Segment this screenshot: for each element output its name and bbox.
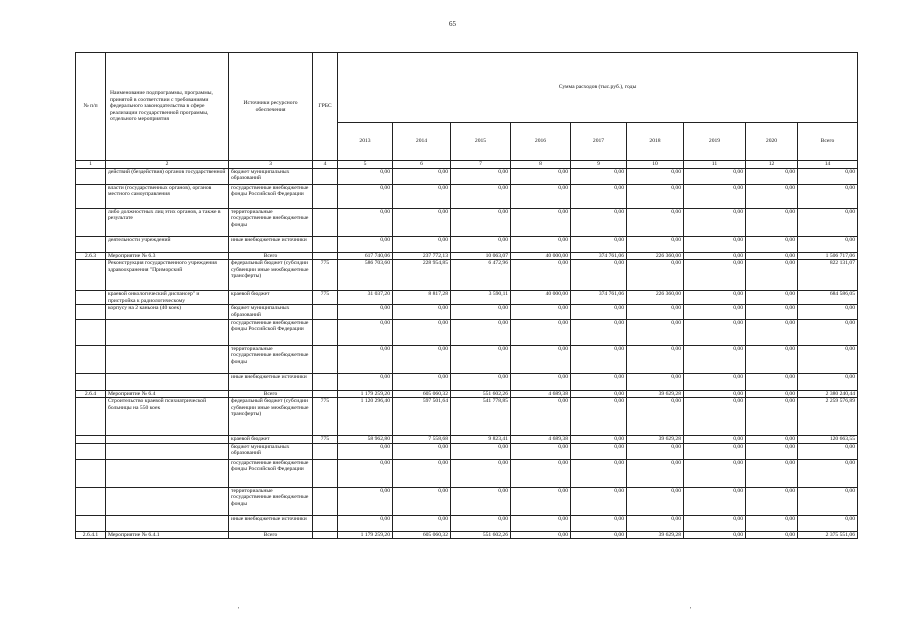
row-value-2014: 0,00 <box>393 515 451 531</box>
row-number <box>76 184 106 208</box>
row-value-2013: 0,00 <box>338 208 393 236</box>
column-number-8: 9 <box>571 161 627 169</box>
row-value-2019: 0,00 <box>684 398 746 436</box>
row-name: действий (бездействия) органов государственной <box>106 168 229 184</box>
row-number: 2.6.4 <box>76 390 106 398</box>
row-value-2013: 0,00 <box>338 305 393 319</box>
row-value-2019: 0,00 <box>684 184 746 208</box>
row-value-2013: 0,00 <box>338 168 393 184</box>
row-value-Всего: 0,00 <box>798 305 858 319</box>
row-grbs <box>313 443 338 459</box>
table-row <box>76 291 858 305</box>
row-value-2019: 0,00 <box>684 345 746 373</box>
row-value-2016: 0,00 <box>511 515 571 531</box>
row-name: Мероприятие № 6.4.1 <box>106 531 229 539</box>
row-value-2015: 0,00 <box>451 373 511 390</box>
row-number: 2.6.4.1 <box>76 531 106 539</box>
row-value-2014: 8 817,28 <box>393 291 451 305</box>
row-source: территориальные государственные внебюджетные фонды <box>229 345 313 373</box>
row-value-2017: 0,00 <box>571 531 627 539</box>
row-value-2020: 0,00 <box>746 487 798 515</box>
row-value-Всего: 2 259 576,89 <box>798 398 858 436</box>
row-value-2020: 0,00 <box>746 390 798 398</box>
row-number <box>76 443 106 459</box>
row-value-2013: 31 037,20 <box>338 291 393 305</box>
row-value-2016: 0,00 <box>511 305 571 319</box>
row-name <box>106 373 229 390</box>
row-name: краевой онкологический диспансер" и пристройка к радиологическому <box>106 291 229 305</box>
row-value-2013: 617 740,06 <box>338 252 393 260</box>
row-value-Всего: 822 131,07 <box>798 260 858 291</box>
row-value-2014: 0,00 <box>393 208 451 236</box>
row-value-2014: 0,00 <box>393 487 451 515</box>
row-number <box>76 319 106 345</box>
footer-mark-left: ' <box>238 606 240 614</box>
row-value-2019: 0,00 <box>684 305 746 319</box>
row-value-Всего: 0,00 <box>798 459 858 487</box>
row-name: Строительство краевой психиатрической больницы на 550 коек <box>106 398 229 436</box>
row-value-Всего: 0,00 <box>798 184 858 208</box>
row-value-2013: 0,00 <box>338 459 393 487</box>
row-value-2016: 0,00 <box>511 443 571 459</box>
row-value-2015: 551 602,26 <box>451 531 511 539</box>
row-value-2017: 0,00 <box>571 398 627 436</box>
row-value-2018: 0,00 <box>627 443 684 459</box>
header-col-source: Источники ресурсного обеспечения <box>229 53 313 161</box>
row-value-2015: 6 472,96 <box>451 260 511 291</box>
row-value-2020: 0,00 <box>746 345 798 373</box>
column-number-3: 4 <box>313 161 338 169</box>
header-year-6: 2019 <box>684 123 746 161</box>
row-value-2020: 0,00 <box>746 373 798 390</box>
row-value-2013: 0,00 <box>338 373 393 390</box>
row-number <box>76 208 106 236</box>
budget-table <box>75 52 858 539</box>
row-name <box>106 345 229 373</box>
row-source: иные внебюджетные источники <box>229 373 313 390</box>
column-number-0: 1 <box>76 161 106 169</box>
row-value-2018: 0,00 <box>627 515 684 531</box>
row-value-2020: 0,00 <box>746 260 798 291</box>
row-value-Всего: 0,00 <box>798 373 858 390</box>
table-row <box>76 398 858 436</box>
row-value-2013: 0,00 <box>338 236 393 252</box>
row-number: 2.6.3 <box>76 252 106 260</box>
row-name: Мероприятие № 6.4 <box>106 390 229 398</box>
row-value-2016: 0,00 <box>511 345 571 373</box>
row-value-2018: 0,00 <box>627 319 684 345</box>
row-value-2016: 4 689,38 <box>511 390 571 398</box>
row-value-2019: 0,00 <box>684 373 746 390</box>
row-source: государственные внебюджетные фонды Российской Федерации <box>229 459 313 487</box>
row-number <box>76 236 106 252</box>
row-source: краевой бюджет <box>229 291 313 305</box>
row-value-2020: 0,00 <box>746 515 798 531</box>
row-value-2017: 0,00 <box>571 443 627 459</box>
row-value-Всего: 0,00 <box>798 487 858 515</box>
row-grbs <box>313 373 338 390</box>
row-value-2018: 0,00 <box>627 208 684 236</box>
row-value-2015: 0,00 <box>451 459 511 487</box>
row-value-2016: 0,00 <box>511 260 571 291</box>
row-grbs <box>313 459 338 487</box>
column-number-6: 7 <box>451 161 511 169</box>
row-value-2014: 7 558,68 <box>393 436 451 444</box>
row-value-2017: 0,00 <box>571 208 627 236</box>
row-value-2014: 597 501,64 <box>393 398 451 436</box>
row-value-Всего: 0,00 <box>798 208 858 236</box>
row-grbs: 775 <box>313 398 338 436</box>
row-value-2016: 0,00 <box>511 236 571 252</box>
column-number-11: 12 <box>746 161 798 169</box>
header-year-5: 2018 <box>627 123 684 161</box>
row-value-2017: 374 761,06 <box>571 252 627 260</box>
table-row <box>76 319 858 345</box>
row-value-2019: 0,00 <box>684 208 746 236</box>
row-value-2019: 0,00 <box>684 531 746 539</box>
row-value-Всего: 0,00 <box>798 319 858 345</box>
row-value-2014: 0,00 <box>393 168 451 184</box>
row-source: территориальные государственные внебюджетные фонды <box>229 208 313 236</box>
row-name: корпусу на 2 каньона (40 коек) <box>106 305 229 319</box>
header-year-8: Всего <box>798 123 858 161</box>
row-value-2013: 1 179 259,20 <box>338 390 393 398</box>
row-value-2018: 0,00 <box>627 236 684 252</box>
row-name <box>106 443 229 459</box>
table-row <box>76 236 858 252</box>
row-grbs <box>313 252 338 260</box>
row-value-2020: 0,00 <box>746 168 798 184</box>
row-source: государственные внебюджетные фонды Российской Федерации <box>229 319 313 345</box>
table-row <box>76 487 858 515</box>
row-value-2016: 40 000,00 <box>511 252 571 260</box>
row-value-Всего: 120 663,55 <box>798 436 858 444</box>
row-value-2019: 0,00 <box>684 260 746 291</box>
header-year-2: 2015 <box>451 123 511 161</box>
row-source: бюджет муниципальных образований <box>229 305 313 319</box>
row-source: федеральный бюджет (субсидии субвенции иные межбюджетные трансферты) <box>229 398 313 436</box>
row-grbs <box>313 319 338 345</box>
row-value-2016: 0,00 <box>511 487 571 515</box>
row-value-2013: 0,00 <box>338 319 393 345</box>
row-value-2019: 0,00 <box>684 443 746 459</box>
header-year-0: 2013 <box>338 123 393 161</box>
row-value-2013: 58 962,80 <box>338 436 393 444</box>
row-value-2015: 0,00 <box>451 168 511 184</box>
row-name <box>106 515 229 531</box>
row-value-2014: 0,00 <box>393 459 451 487</box>
row-value-2016: 0,00 <box>511 168 571 184</box>
row-value-2018: 0,00 <box>627 260 684 291</box>
row-value-2015: 0,00 <box>451 345 511 373</box>
row-value-2020: 0,00 <box>746 208 798 236</box>
row-value-2017: 0,00 <box>571 373 627 390</box>
row-value-2020: 0,00 <box>746 319 798 345</box>
row-value-Всего: 0,00 <box>798 168 858 184</box>
row-grbs <box>313 345 338 373</box>
row-name: власти (государственных органов), органов местного самоуправления <box>106 184 229 208</box>
row-value-2015: 0,00 <box>451 443 511 459</box>
row-grbs <box>313 208 338 236</box>
row-source: территориальные государственные внебюджетные фонды <box>229 487 313 515</box>
row-value-2014: 228 954,85 <box>393 260 451 291</box>
row-value-Всего: 2 380 240,44 <box>798 390 858 398</box>
row-source: бюджет муниципальных образований <box>229 168 313 184</box>
header-year-3: 2016 <box>511 123 571 161</box>
row-value-2013: 0,00 <box>338 443 393 459</box>
row-value-2020: 0,00 <box>746 184 798 208</box>
row-value-2017: 0,00 <box>571 515 627 531</box>
row-value-2020: 0,00 <box>746 291 798 305</box>
row-value-2013: 586 703,60 <box>338 260 393 291</box>
column-number-4: 5 <box>338 161 393 169</box>
row-value-2014: 0,00 <box>393 345 451 373</box>
row-value-2018: 39 629,28 <box>627 531 684 539</box>
row-value-2014: 0,00 <box>393 305 451 319</box>
row-grbs <box>313 390 338 398</box>
row-value-2016: 40 000,00 <box>511 291 571 305</box>
row-name: Реконструкция государственного учреждения здравоохранения "Приморский <box>106 260 229 291</box>
row-value-2018: 39 629,28 <box>627 436 684 444</box>
row-value-2018: 0,00 <box>627 487 684 515</box>
row-value-2015: 551 602,26 <box>451 390 511 398</box>
row-value-Всего: 0,00 <box>798 443 858 459</box>
row-value-2014: 0,00 <box>393 236 451 252</box>
row-grbs: 775 <box>313 291 338 305</box>
row-value-2017: 0,00 <box>571 236 627 252</box>
row-number <box>76 260 106 291</box>
row-value-2019: 0,00 <box>684 168 746 184</box>
row-source: Всего <box>229 390 313 398</box>
row-number <box>76 291 106 305</box>
row-value-2015: 0,00 <box>451 515 511 531</box>
row-value-2015: 0,00 <box>451 319 511 345</box>
row-value-2016: 0,00 <box>511 459 571 487</box>
row-value-2014: 0,00 <box>393 184 451 208</box>
row-number <box>76 487 106 515</box>
row-value-2020: 0,00 <box>746 252 798 260</box>
row-name: либо должностных лиц этих органов, а также в результате <box>106 208 229 236</box>
row-value-2019: 0,00 <box>684 390 746 398</box>
row-value-2019: 0,00 <box>684 236 746 252</box>
table-row <box>76 305 858 319</box>
row-source: иные внебюджетные источники <box>229 236 313 252</box>
row-grbs: 775 <box>313 260 338 291</box>
row-value-2020: 0,00 <box>746 459 798 487</box>
row-number <box>76 436 106 444</box>
row-number <box>76 459 106 487</box>
row-value-2020: 0,00 <box>746 531 798 539</box>
table-row <box>76 252 858 260</box>
row-grbs <box>313 184 338 208</box>
table-body <box>76 168 858 539</box>
row-value-2020: 0,00 <box>746 236 798 252</box>
row-value-2019: 0,00 <box>684 436 746 444</box>
row-value-2018: 0,00 <box>627 184 684 208</box>
row-value-2017: 0,00 <box>571 459 627 487</box>
row-value-2015: 0,00 <box>451 184 511 208</box>
row-number <box>76 305 106 319</box>
row-value-2018: 226 360,00 <box>627 252 684 260</box>
header-col-name: Наименование подпрограммы, программы, принятой в соответствии с требованиями федерального законодательства в сфере реализации государственной программы, отдельного мероприятия <box>106 53 229 161</box>
column-number-5: 6 <box>393 161 451 169</box>
row-value-2017: 0,00 <box>571 168 627 184</box>
row-grbs <box>313 305 338 319</box>
row-name <box>106 436 229 444</box>
row-value-2016: 0,00 <box>511 208 571 236</box>
row-value-2017: 0,00 <box>571 487 627 515</box>
column-number-10: 11 <box>684 161 746 169</box>
row-value-2018: 39 629,28 <box>627 390 684 398</box>
row-value-2014: 0,00 <box>393 319 451 345</box>
row-value-2017: 0,00 <box>571 319 627 345</box>
row-value-2018: 0,00 <box>627 345 684 373</box>
row-value-2015: 3 590,11 <box>451 291 511 305</box>
row-value-2019: 0,00 <box>684 291 746 305</box>
row-value-2015: 9 823,41 <box>451 436 511 444</box>
row-source: иные внебюджетные источники <box>229 515 313 531</box>
row-value-2016: 0,00 <box>511 531 571 539</box>
row-value-2015: 10 063,07 <box>451 252 511 260</box>
row-value-2019: 0,00 <box>684 487 746 515</box>
row-name: деятельности учреждений <box>106 236 229 252</box>
column-number-9: 10 <box>627 161 684 169</box>
row-number <box>76 345 106 373</box>
table-row <box>76 345 858 373</box>
row-value-Всего: 2 375 551,06 <box>798 531 858 539</box>
table-row <box>76 531 858 539</box>
row-value-2019: 0,00 <box>684 515 746 531</box>
row-value-2018: 0,00 <box>627 398 684 436</box>
row-grbs <box>313 236 338 252</box>
row-value-2017: 0,00 <box>571 184 627 208</box>
row-value-2014: 0,00 <box>393 443 451 459</box>
row-value-2014: 237 772,13 <box>393 252 451 260</box>
header-year-1: 2014 <box>393 123 451 161</box>
page-number: 65 <box>449 20 456 28</box>
row-source: бюджет муниципальных образований <box>229 443 313 459</box>
row-value-2013: 0,00 <box>338 515 393 531</box>
table-row <box>76 373 858 390</box>
table-row <box>76 390 858 398</box>
header-col-grbs: ГРБС <box>313 53 338 161</box>
row-value-2020: 0,00 <box>746 436 798 444</box>
row-value-2018: 226 360,00 <box>627 291 684 305</box>
row-source: федеральный бюджет (субсидии субвенции иные межбюджетные трансферты) <box>229 260 313 291</box>
row-source: Всего <box>229 252 313 260</box>
row-value-2013: 0,00 <box>338 487 393 515</box>
row-value-2016: 0,00 <box>511 373 571 390</box>
row-value-2015: 0,00 <box>451 208 511 236</box>
row-value-2020: 0,00 <box>746 398 798 436</box>
row-value-Всего: 684 586,05 <box>798 291 858 305</box>
row-value-Всего: 1 506 717,06 <box>798 252 858 260</box>
row-value-Всего: 0,00 <box>798 345 858 373</box>
row-value-2014: 605 060,32 <box>393 390 451 398</box>
table-row <box>76 260 858 291</box>
table-row <box>76 208 858 236</box>
row-grbs <box>313 168 338 184</box>
row-number <box>76 373 106 390</box>
row-value-2015: 0,00 <box>451 236 511 252</box>
row-value-2016: 0,00 <box>511 184 571 208</box>
table-row <box>76 515 858 531</box>
footer-mark-right: ' <box>690 606 692 614</box>
row-grbs <box>313 531 338 539</box>
row-value-2014: 0,00 <box>393 373 451 390</box>
row-value-2019: 0,00 <box>684 319 746 345</box>
row-grbs: 775 <box>313 436 338 444</box>
row-source: Всего <box>229 531 313 539</box>
table-row <box>76 459 858 487</box>
row-source: государственные внебюджетные фонды Российской Федерации <box>229 184 313 208</box>
row-value-2015: 0,00 <box>451 487 511 515</box>
row-value-2020: 0,00 <box>746 443 798 459</box>
row-value-2017: 0,00 <box>571 345 627 373</box>
table-row <box>76 184 858 208</box>
header-year-7: 2020 <box>746 123 798 161</box>
row-value-2017: 0,00 <box>571 260 627 291</box>
column-number-7: 8 <box>511 161 571 169</box>
row-number <box>76 515 106 531</box>
row-value-2013: 0,00 <box>338 345 393 373</box>
row-value-2019: 0,00 <box>684 459 746 487</box>
header-col-amount: Сумма расходов (тыс.руб.), годы <box>338 53 858 123</box>
column-number-2: 3 <box>229 161 313 169</box>
row-value-2019: 0,00 <box>684 252 746 260</box>
row-name <box>106 459 229 487</box>
table-row <box>76 436 858 444</box>
row-value-Всего: 0,00 <box>798 236 858 252</box>
row-name <box>106 319 229 345</box>
row-number <box>76 398 106 436</box>
row-value-2018: 0,00 <box>627 373 684 390</box>
row-value-2017: 0,00 <box>571 390 627 398</box>
row-grbs <box>313 515 338 531</box>
row-value-2016: 4 689,38 <box>511 436 571 444</box>
row-value-2016: 0,00 <box>511 319 571 345</box>
table-row <box>76 168 858 184</box>
row-value-Всего: 0,00 <box>798 515 858 531</box>
column-number-12: 14 <box>798 161 858 169</box>
row-value-2013: 1 120 296,40 <box>338 398 393 436</box>
row-value-2018: 0,00 <box>627 459 684 487</box>
row-name: Мероприятие № 6.3 <box>106 252 229 260</box>
row-value-2020: 0,00 <box>746 305 798 319</box>
row-value-2013: 1 179 259,20 <box>338 531 393 539</box>
table-row <box>76 443 858 459</box>
row-value-2017: 0,00 <box>571 436 627 444</box>
header-year-4: 2017 <box>571 123 627 161</box>
row-value-2018: 0,00 <box>627 305 684 319</box>
row-value-2016: 0,00 <box>511 398 571 436</box>
row-name <box>106 487 229 515</box>
row-value-2013: 0,00 <box>338 184 393 208</box>
row-grbs <box>313 487 338 515</box>
row-source: краевой бюджет <box>229 436 313 444</box>
row-value-2014: 605 060,32 <box>393 531 451 539</box>
header-col-num: № п/п <box>76 53 106 161</box>
header-column-numbers <box>76 161 858 169</box>
row-value-2017: 0,00 <box>571 305 627 319</box>
row-value-2017: 374 761,06 <box>571 291 627 305</box>
column-number-1: 2 <box>106 161 229 169</box>
row-value-2015: 0,00 <box>451 305 511 319</box>
row-number <box>76 168 106 184</box>
row-value-2018: 0,00 <box>627 168 684 184</box>
row-value-2015: 541 778,85 <box>451 398 511 436</box>
